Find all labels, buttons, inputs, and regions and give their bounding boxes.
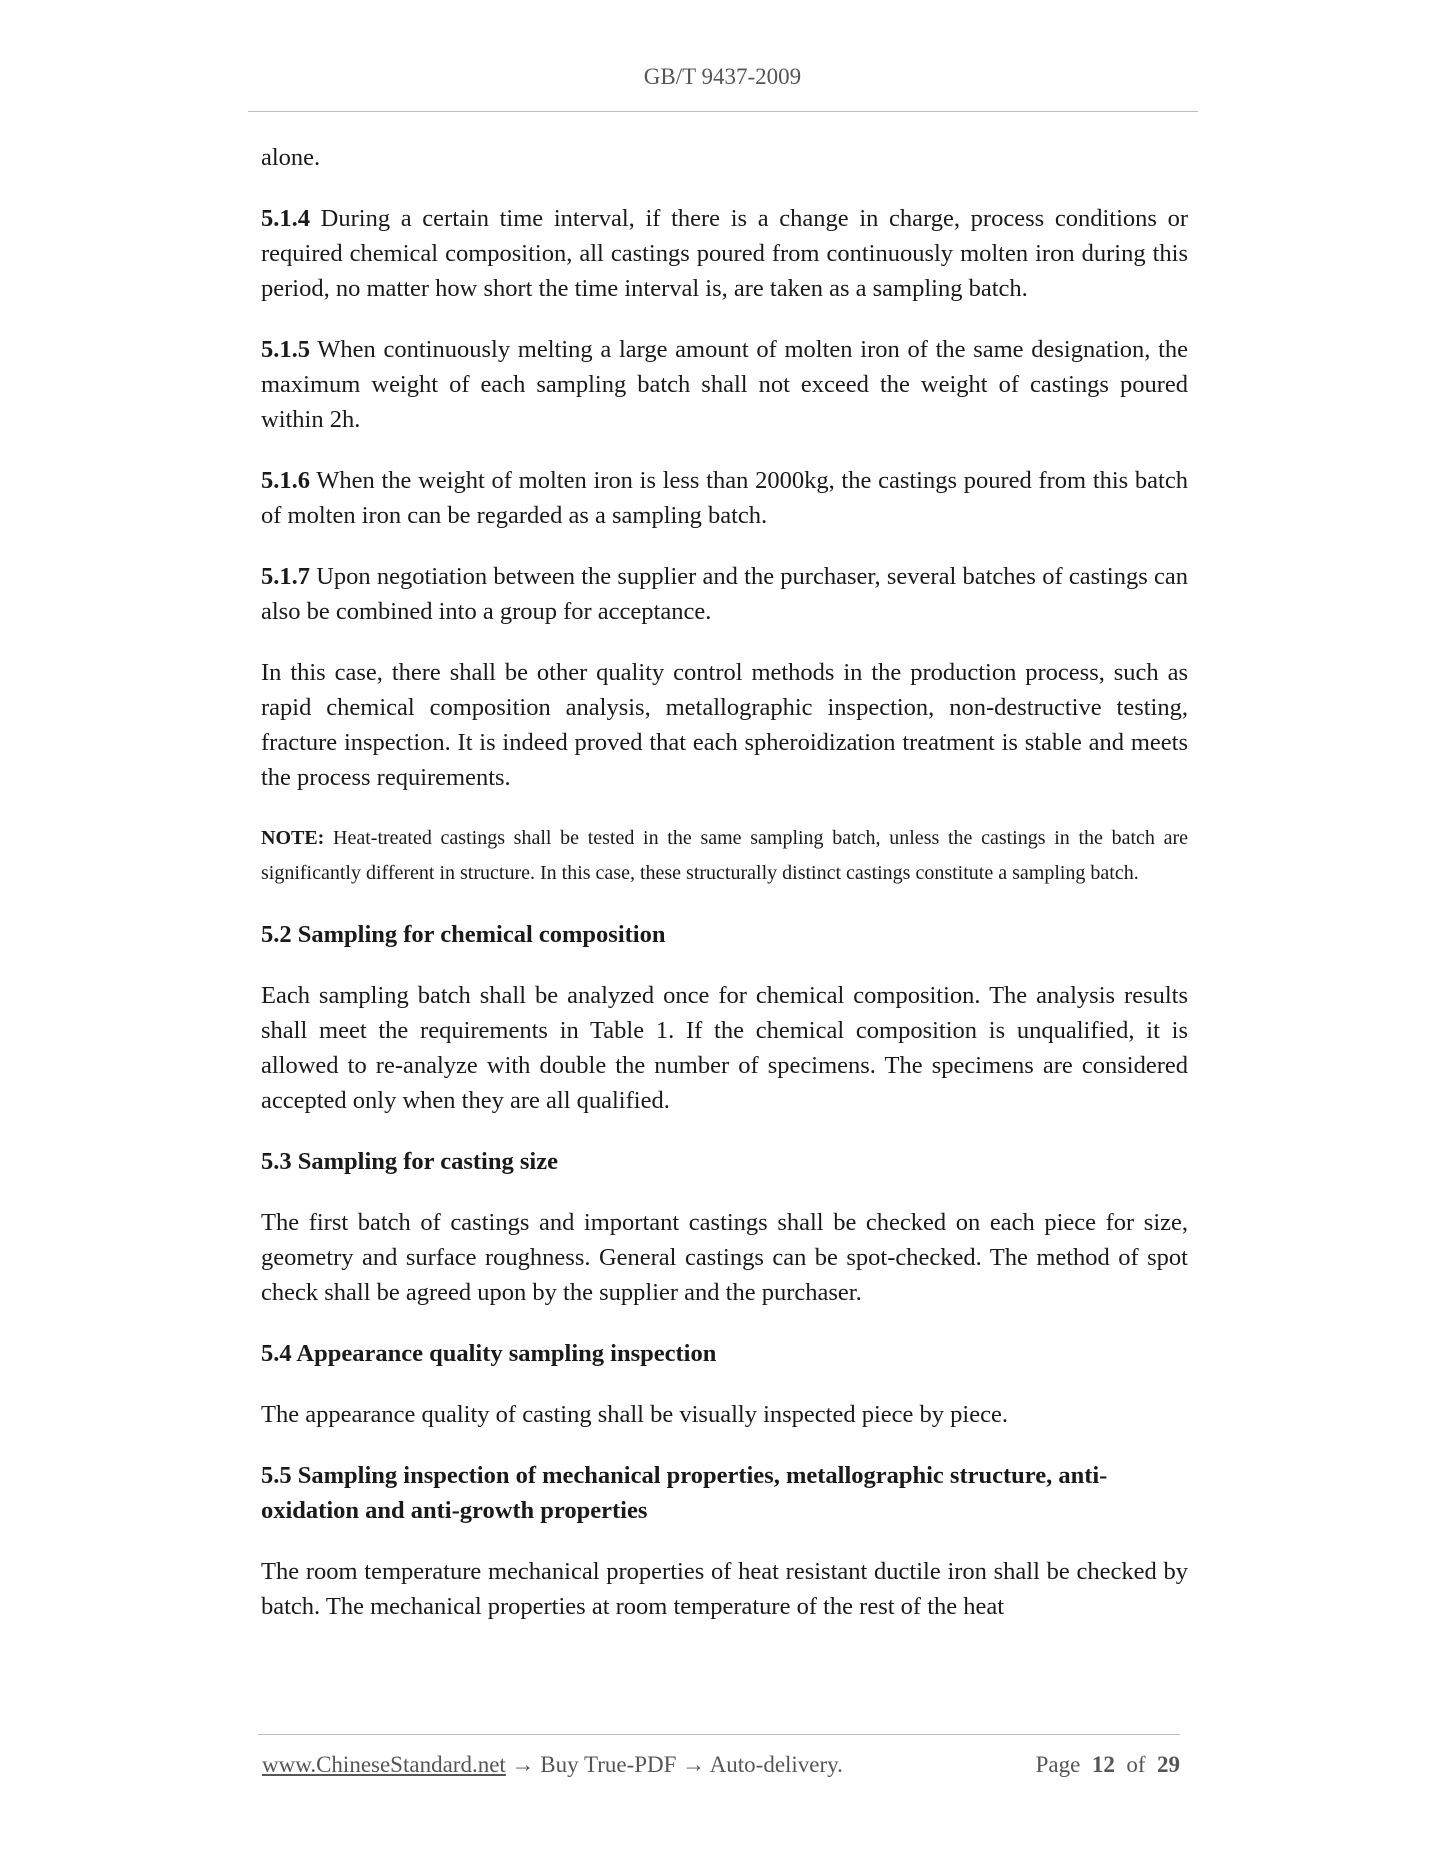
section-5-3-text: The first batch of castings and important castings shall be checked on each piece for size, geometry and surface roughness. General castings can be spot-checked. The method of spot check shall be agreed upon by the supplier and the purchaser. — [261, 1209, 1188, 1306]
clause-5-1-5 — [261, 332, 1188, 437]
clause-5-1-7-continued: In this case, there shall be other quality control methods in the production process, such as rapid chemical composition analysis, metallographic inspection, non-destructive testing, fracture inspection. It is indeed proved that each spheroidization treatment is stable and meets the process requirements. — [261, 659, 1188, 791]
section-5-4-heading: 5.4 Appearance quality sampling inspection — [261, 1340, 717, 1367]
footer-divider — [258, 1734, 1180, 1735]
continuation-text: alone. — [261, 144, 321, 171]
page-footer — [262, 1752, 1180, 1788]
clause-text: When the weight of molten iron is less than 2000kg, the castings poured from this batch of molten iron can be regarded as a sampling batch. — [261, 467, 1188, 529]
clause-number: 5.1.6 — [261, 467, 310, 494]
of-word: of — [1126, 1752, 1146, 1777]
section-5-5-text: The room temperature mechanical properties of heat resistant ductile iron shall be checked by batch. The mechanical properties at room temperature of the rest of the heat — [261, 1558, 1188, 1620]
clause-5-1-4 — [261, 201, 1188, 306]
section-5-4-text: The appearance quality of casting shall be visually inspected piece by piece. — [261, 1401, 1008, 1428]
clause-text: When continuously melting a large amount of molten iron of the same designation, the maximum weight of each sampling batch shall not exceed the weight of castings poured within 2h. — [261, 336, 1188, 433]
footer-promo — [262, 1752, 843, 1778]
page-indicator — [1036, 1752, 1180, 1778]
clause-number: 5.1.7 — [261, 563, 310, 590]
running-header-title: GB/T 9437-2009 — [643, 64, 802, 89]
section-5-2-heading: 5.2 Sampling for chemical composition — [261, 921, 666, 948]
note-label: NOTE: — [261, 827, 325, 849]
clause-text: Upon negotiation between the supplier and the purchaser, several batches of castings can also be combined into a group for acceptance. — [261, 563, 1188, 625]
note-paragraph — [261, 821, 1188, 891]
note-text: Heat-treated castings shall be tested in the same sampling batch, unless the castings in the batch are significantly different in structure. In this case, these structurally distinct castings constitute a sampling batch. — [261, 827, 1188, 884]
section-5-3-heading: 5.3 Sampling for casting size — [261, 1148, 558, 1175]
footer-promo-text: → Buy True-PDF → Auto-delivery. — [505, 1752, 843, 1777]
section-5-2-text: Each sampling batch shall be analyzed once for chemical composition. The analysis results shall meet the requirements in Table 1. If the chemical composition is unqualified, it is allowed to re-analyze with double the number of specimens. The specimens are considered accepted only when they are all qualified. — [261, 982, 1188, 1114]
header-divider — [248, 111, 1198, 112]
page-body — [261, 140, 1188, 1650]
clause-number: 5.1.5 — [261, 336, 310, 363]
clause-text: During a certain time interval, if there is a change in charge, process conditions or required chemical composition, all castings poured from continuously molten iron during this period, no matter how short the time interval is, are taken as a sampling batch. — [261, 205, 1188, 302]
clause-5-1-6 — [261, 463, 1188, 533]
page-word: Page — [1035, 1752, 1081, 1777]
clause-5-1-7 — [261, 559, 1188, 629]
site-link[interactable]: www.ChineseStandard.net — [262, 1752, 506, 1777]
clause-number: 5.1.4 — [261, 205, 310, 232]
current-page-number: 12 — [1091, 1752, 1115, 1777]
section-5-5-heading: 5.5 Sampling inspection of mechanical properties, metallographic structure, anti-oxidation and anti-growth properties — [261, 1462, 1108, 1524]
total-pages: 29 — [1157, 1752, 1180, 1777]
